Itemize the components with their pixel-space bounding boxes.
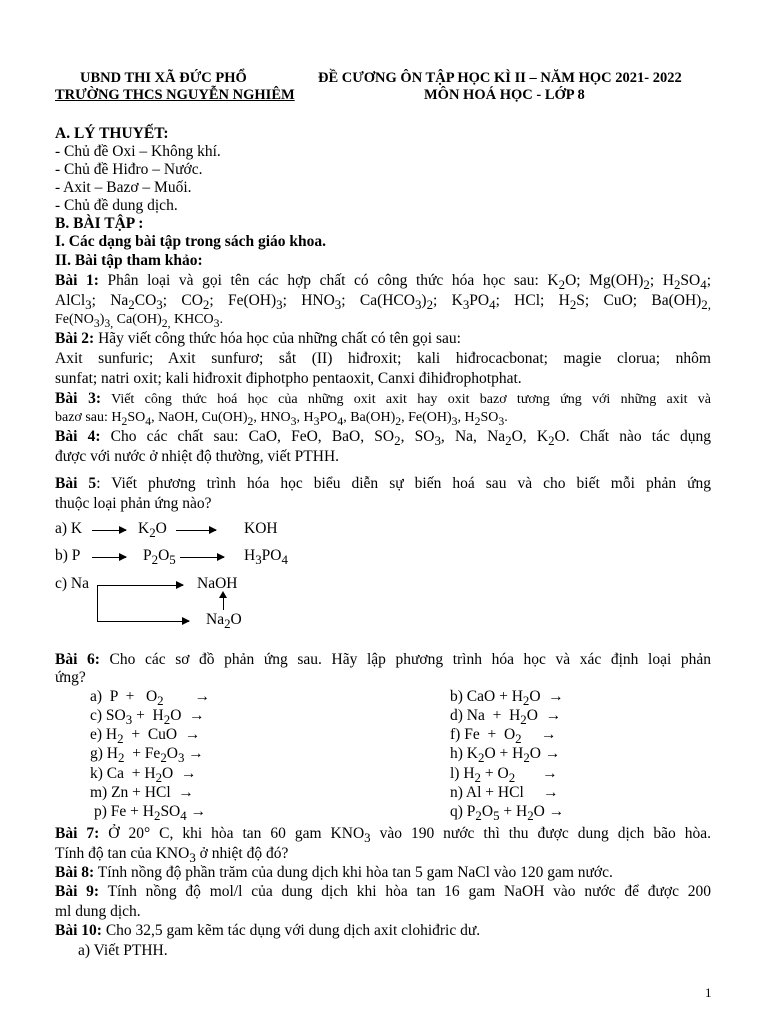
bai10-line1 [55, 922, 480, 940]
bai2-line1 [55, 330, 461, 348]
bai6-right-item: f) $Fe + O_2$ → [450, 726, 557, 747]
bai6-left-item: a) $P + O_2$ → [90, 688, 211, 709]
bai5-c-bottom: $Na_2O$ [206, 611, 242, 632]
theory-item: - Chủ đề Oxi – Không khí. [55, 143, 221, 160]
bai10-sub-a: a) Viết PTHH. [78, 942, 168, 959]
bai9-line1 [55, 883, 711, 901]
bai6-line1 [55, 651, 711, 669]
bai4-label: Bài 4: [55, 428, 101, 445]
bai5-c-uparrow [223, 593, 224, 610]
bai6-left-item: g) $H_2 + Fe_2O_3$ → [90, 745, 204, 766]
header-right-line2: MÔN HOÁ HỌC - LỚP 8 [424, 87, 585, 103]
header-left-line1: UBND THI XÃ ĐỨC PHỔ [80, 70, 247, 86]
bai5-text1: : Viết phương trình hóa học biểu diễn sự biến hoá sau và cho biết mỗi phản ứng [96, 475, 711, 492]
bai6-label: Bài 6: [55, 651, 100, 668]
bai9-label: Bài 9: [55, 883, 100, 900]
exercises-sub2: II. Bài tập tham khảo: [55, 252, 203, 269]
bai5-b-start: b) P [55, 547, 81, 564]
bai2-text1: Hãy viết công thức hóa học của những chất có tên gọi sau: [98, 330, 461, 347]
bai1-text1: Phân loại và gọi tên các hợp chất có công thức hóa học sau: $K_2O$; $Mg(OH)_2$; $H_2SO_4$; [107, 272, 711, 293]
bai3-line1 [55, 390, 711, 409]
bai7-line1 [55, 825, 711, 847]
bai5-c-arrow2 [97, 621, 189, 622]
bai10-label: Bài 10: [55, 922, 102, 939]
bai5-b-arrow1 [92, 557, 126, 558]
bai3-text1: Viết công thức hoá học của những oxit axit hay oxit bazơ tương ứng với những axit và [111, 392, 712, 407]
bai5-a-arrow1 [92, 530, 126, 531]
bai5-c-branch [97, 586, 98, 622]
bai6-left-item: m) Zn + HCl → [90, 784, 194, 801]
bai9-text1: Tính nồng độ mol/l của dung dịch khi hòa tan 16 gam NaOH vào nước để được 200 [107, 883, 711, 900]
bai8-line1 [55, 864, 613, 882]
bai6-text1: Cho các sơ đồ phản ứng sau. Hãy lập phương trình hóa học và xác định loại phản [109, 651, 712, 668]
header-left-line2: TRƯỜNG THCS NGUYỄN NGHIÊM [55, 87, 295, 103]
bai2-line2: Axit sunfuric; Axit sunfurơ; sắt (II) hiđroxit; kali hiđrocacbonat; magie clorua; nhôm [55, 350, 711, 367]
bai5-b-arrow2 [180, 557, 224, 558]
bai6-right-item: d) $Na + H_2O$ → [450, 707, 562, 728]
bai2-label: Bài 2: [55, 330, 95, 347]
bai5-line1 [55, 475, 711, 493]
bai7-line2: Tính độ tan của $KNO_3$ ở nhiệt độ đó? [55, 845, 289, 866]
bai4-text1: Cho các chất sau: CaO, FeO, BaO, $SO_2$, $SO_3$, Na, $Na_2O$, $K_2O$. Chất nào tác dụng [110, 428, 712, 449]
bai9-line2: ml dung dịch. [55, 903, 141, 920]
bai10-text1: Cho 32,5 gam kẽm tác dụng với dung dịch axit clohiđric dư. [105, 922, 481, 939]
bai1-label: Bài 1: [55, 272, 99, 289]
bai4-line1 [55, 428, 711, 450]
bai4-line2: được với nước ở nhiệt độ thường, viết PTHH. [55, 448, 340, 465]
bai8-label: Bài 8: [55, 864, 95, 881]
header-right-line1: ĐỀ CƯƠNG ÔN TẬP HỌC KÌ II – NĂM HỌC 2021- 2022 [318, 70, 682, 86]
bai1-line1 [55, 272, 711, 294]
bai5-line2: thuộc loại phản ứng nào? [55, 495, 212, 512]
bai3-label: Bài 3: [55, 390, 101, 407]
bai7-text1: Ở 20° C, khi hòa tan 60 gam $KNO_3$ vào 190 nước thì thu được dung dịch bão hòa. [108, 825, 711, 846]
theory-heading: A. LÝ THUYẾT: [55, 125, 169, 142]
exercises-sub1: I. Các dạng bài tập trong sách giáo khoa. [55, 233, 327, 250]
theory-item: - Chủ đề dung dịch. [55, 197, 178, 214]
theory-item: - Axit – Bazơ – Muối. [55, 179, 192, 196]
bai6-left-item: c) $SO_3 + H_2O$ → [90, 707, 205, 728]
bai6-right-item: h) $K_2O + H_2O$ → [450, 745, 561, 766]
bai1-line3: $Fe(NO_3)_{3,}$ $Ca(OH)_{2,}$ $KHCO_3$. [55, 312, 223, 330]
bai5-a-end: KOH [244, 520, 278, 537]
bai6-line2: ứng? [55, 669, 86, 686]
bai5-c-end: NaOH [197, 575, 238, 592]
bai6-right-item: b) CaO + $H_2O$ → [450, 688, 564, 709]
theory-item: - Chủ đề Hiđro – Nước. [55, 161, 203, 178]
bai6-right-item: l) $H_2 + O_2$ → [450, 765, 558, 786]
bai6-left-item: p) $Fe + H_2SO_4$ → [94, 803, 207, 824]
page-number: 1 [705, 985, 712, 1000]
bai5-c-start: c) Na [55, 575, 89, 592]
bai5-label: Bài 5 [55, 475, 97, 492]
exercises-heading: B. BÀI TẬP : [55, 215, 144, 232]
bai6-left-item: e) $H_2$ + CuO → [90, 726, 201, 747]
bai6-right-item: n) Al + HCl → [450, 784, 559, 801]
bai8-text1: Tính nồng độ phần trăm của dung dịch khi hòa tan 5 gam NaCl vào 120 gam nước. [97, 864, 613, 881]
bai6-left-item: k) $Ca + H_2O$ → [90, 765, 197, 786]
bai5-a-mid: $K_2O$ [138, 520, 167, 541]
bai5-a-start: a) K [55, 520, 83, 537]
bai6-right-item: q) $P_2O_5 + H_2O$ → [450, 803, 565, 824]
bai2-line3: sunfat; natri oxit; kali hiđroxit điphotpho pentaoxit, Canxi đihiđrophotphat. [55, 370, 522, 387]
bai5-a-arrow2 [176, 530, 216, 531]
bai5-b-mid: $P_2O_5$ [143, 547, 176, 568]
bai5-b-end: $H_3PO_4$ [244, 547, 288, 568]
bai3-line2: bazơ sau: $H_2SO_4$, NaOH, $Cu(OH)_2$, $HNO_3$, $H_3PO_4$, $Ba(OH)_2$, $Fe(OH)_3$, $H_2SO_3$. [55, 410, 508, 428]
bai7-label: Bài 7: [55, 825, 100, 842]
bai1-line2: AlCl$_3$; $Na_2CO_3$; $CO_2$; $Fe(OH)_3$; $HNO_3$; $Ca(HCO_3)_2$; $K_3PO_4$; HCl; $H_2S$; CuO; $Ba(OH)_{2,}$ [55, 292, 711, 313]
bai5-c-arrow1 [97, 585, 183, 586]
